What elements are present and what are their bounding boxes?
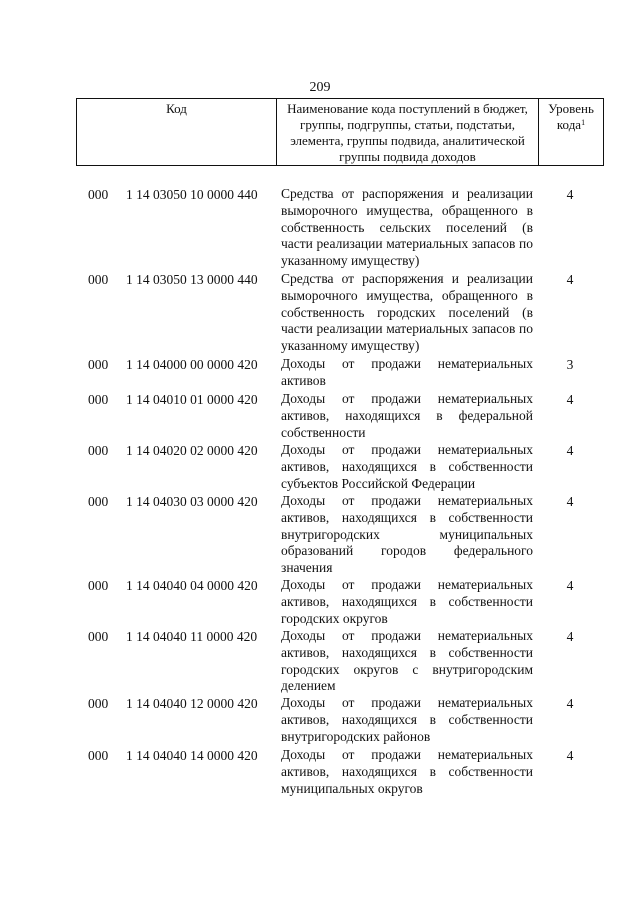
row-name: Доходы от продажи нематериальных активов bbox=[281, 356, 533, 388]
row-code: 1 14 04030 03 0000 420 bbox=[126, 494, 258, 509]
row-level: 4 bbox=[566, 748, 574, 763]
row-level: 3 bbox=[566, 357, 574, 372]
table-row bbox=[0, 628, 640, 695]
row-admin-code: 000 bbox=[88, 494, 109, 509]
row-code: 1 14 04000 00 0000 420 bbox=[126, 357, 258, 372]
row-admin-code: 000 bbox=[88, 696, 109, 711]
table-row bbox=[0, 747, 640, 799]
header-level-label: Уровень кода bbox=[548, 101, 594, 132]
table-row bbox=[0, 577, 640, 628]
row-level: 4 bbox=[566, 443, 574, 458]
row-name: Доходы от продажи нематериальных активов, находящихся в собственности городских округов bbox=[281, 577, 533, 626]
row-admin-code: 000 bbox=[88, 748, 109, 763]
row-name: Доходы от продажи нематериальных активов, находящихся в собственности городских округов с внутригородским делением bbox=[281, 628, 533, 694]
row-level: 4 bbox=[566, 272, 574, 287]
row-admin-code: 000 bbox=[88, 392, 109, 407]
row-name: Доходы от продажи нематериальных активов, находящихся в собственности муниципальных округов bbox=[281, 747, 533, 796]
row-level: 4 bbox=[566, 578, 574, 593]
row-admin-code: 000 bbox=[88, 187, 109, 202]
row-name: Доходы от продажи нематериальных активов, находящихся в собственности субъектов Российской Федерации bbox=[281, 442, 533, 491]
table-row bbox=[0, 493, 640, 577]
row-code: 1 14 04010 01 0000 420 bbox=[126, 392, 258, 407]
row-admin-code: 000 bbox=[88, 272, 109, 287]
table-header bbox=[76, 98, 604, 166]
row-admin-code: 000 bbox=[88, 443, 109, 458]
table-body bbox=[0, 186, 640, 799]
row-name: Средства от распоряжения и реализации выморочного имущества, обращенного в собственность сельских поселений (в части реализации материальных запасов по указанному имуществу) bbox=[281, 186, 533, 269]
row-name: Доходы от продажи нематериальных активов, находящихся в собственности внутригородских муниципальных образований городов федерального значения bbox=[281, 493, 533, 576]
row-name: Доходы от продажи нематериальных активов, находящихся в собственности внутригородских районов bbox=[281, 695, 533, 744]
table-row bbox=[0, 391, 640, 442]
row-code: 1 14 04040 14 0000 420 bbox=[126, 748, 258, 763]
row-code: 1 14 03050 10 0000 440 bbox=[126, 187, 258, 202]
table-row bbox=[0, 271, 640, 356]
table-row bbox=[0, 695, 640, 747]
row-admin-code: 000 bbox=[88, 578, 109, 593]
table-row bbox=[0, 356, 640, 391]
header-name: Наименование кода поступлений в бюджет, группы, подгруппы, статьи, подстатьи, элемента, группы подвида, аналитической группы подвида доходов bbox=[277, 99, 539, 165]
row-code: 1 14 04040 11 0000 420 bbox=[126, 629, 258, 644]
row-code: 1 14 04040 04 0000 420 bbox=[126, 578, 258, 593]
header-level bbox=[539, 99, 603, 165]
row-name: Средства от распоряжения и реализации выморочного имущества, обращенного в собственность городских поселений (в части реализации материальных запасов по указанному имуществу) bbox=[281, 271, 533, 354]
row-name: Доходы от продажи нематериальных активов, находящихся в федеральной собственности bbox=[281, 391, 533, 440]
table-row bbox=[0, 186, 640, 271]
row-code: 1 14 04020 02 0000 420 bbox=[126, 443, 258, 458]
row-level: 4 bbox=[566, 696, 574, 711]
header-level-footnote: 1 bbox=[581, 118, 586, 127]
row-code: 1 14 03050 13 0000 440 bbox=[126, 272, 258, 287]
table-row bbox=[0, 442, 640, 493]
row-level: 4 bbox=[566, 629, 574, 644]
row-level: 4 bbox=[566, 494, 574, 509]
row-admin-code: 000 bbox=[88, 357, 109, 372]
page-number: 209 bbox=[309, 80, 331, 95]
header-code: Код bbox=[77, 99, 277, 165]
row-level: 4 bbox=[566, 187, 574, 202]
row-level: 4 bbox=[566, 392, 574, 407]
row-code: 1 14 04040 12 0000 420 bbox=[126, 696, 258, 711]
row-admin-code: 000 bbox=[88, 629, 109, 644]
